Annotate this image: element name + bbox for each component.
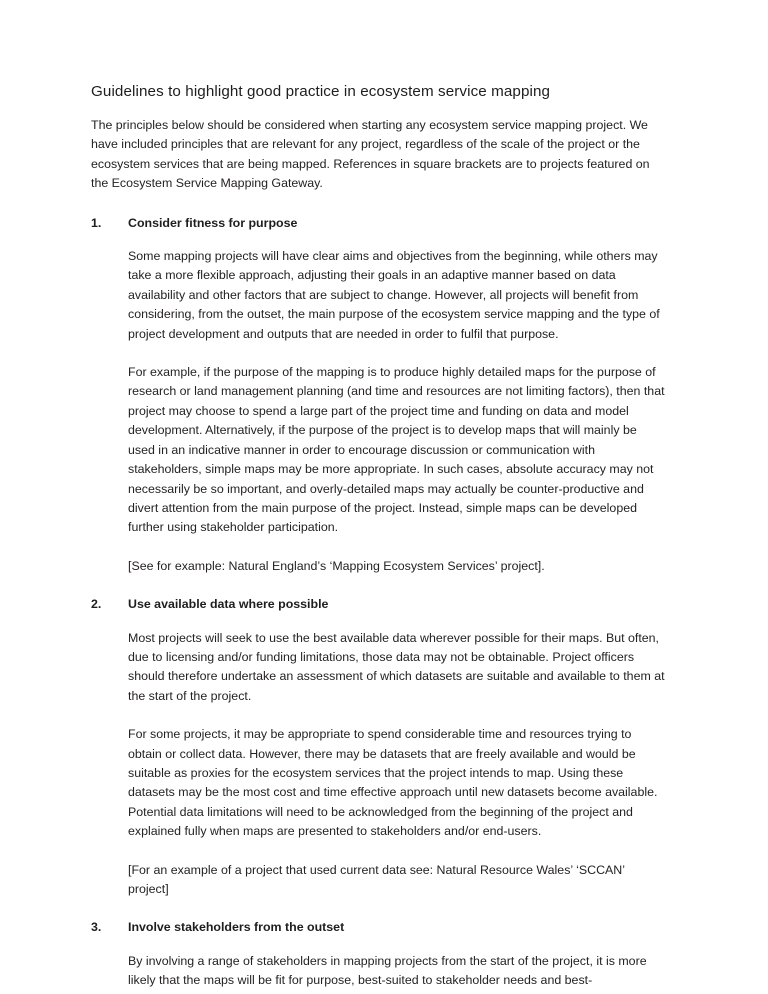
paragraph: For some projects, it may be appropriate to spend considerable time and resources trying to obtain or collect data. However, there may be datasets that are freely available and would be suitable as proxies for the ecosystem services that the project intends to map. Using these datasets may be the most cost and time effective approach until new datasets become available. Potential data limitations will need to be acknowledged from the beginning of the project and explained fully when maps are presented to stakeholders and/or end-users. — [128, 727, 658, 839]
section-spacer — [91, 899, 666, 918]
section-1-heading — [91, 214, 666, 233]
section-2-title: Use available data where possible — [128, 597, 329, 612]
reference-note: [For an example of a project that used current data see: Natural Resource Wales’ ‘SCCAN’ project] — [128, 862, 625, 896]
paragraph: Some mapping projects will have clear aims and objectives from the beginning, while others may take a more flexible approach, adjusting their goals in an adaptive manner based on data availability and other factors that are subject to change. However, all projects will benefit from considering, from the outset, the main purpose of the ecosystem service mapping and the type of project development and outputs that are needed in order to fulfil that purpose. — [128, 249, 660, 341]
page-title: Guidelines to highlight good practice in ecosystem service mapping — [91, 83, 551, 100]
section-3-number: 3. — [91, 920, 102, 935]
section-1 — [91, 214, 666, 577]
section-3 — [91, 918, 666, 990]
paragraph: For example, if the purpose of the mapping is to produce highly detailed maps for the purpose of research or land management planning (and time and resources are not limiting factors), then that project may choose to spend a large part of the project time and funding on data and model development. Alternatively, if the purpose of the project is to develop maps that will mainly be used in an indicative manner in order to encourage discussion or communication with stakeholders, simple maps may be more appropriate. In such cases, absolute accuracy may not necessarily be so important, and overly-detailed maps may actually be counter-productive and divert attention from the main purpose of the project. Instead, simple maps can be developed further using stakeholder participation. — [128, 365, 665, 535]
section-3-heading — [91, 918, 666, 937]
section-3-body — [128, 952, 666, 991]
reference-note: [See for example: Natural England’s ‘Mapping Ecosystem Services’ project]. — [128, 558, 545, 573]
section-2 — [91, 595, 666, 899]
section-2-body — [128, 629, 666, 900]
section-1-body — [128, 247, 666, 576]
paragraph: Most projects will seek to use the best available data wherever possible for their maps. But often, due to licensing and/or funding limitations, those data may not be obtainable. Project officers should therefore undertake an assessment of which datasets are suitable and available to them at the start of the project. — [128, 630, 665, 703]
section-3-title: Involve stakeholders from the outset — [128, 920, 345, 935]
section-1-number: 1. — [91, 215, 102, 230]
paragraph: By involving a range of stakeholders in mapping projects from the start of the project, it is more likely that the maps will be fit for purpose, best-suited to stakeholder needs and best- — [128, 953, 647, 988]
section-1-title: Consider fitness for purpose — [128, 215, 298, 230]
intro-paragraph: The principles below should be considered when starting any ecosystem service mapping project. We have included principles that are relevant for any project, regardless of the scale of the project or the ecosystem services that are being mapped. References in square brackets are to projects featured on the Ecosystem Service Mapping Gateway. — [91, 118, 650, 191]
section-2-heading — [91, 595, 666, 614]
section-spacer — [91, 576, 666, 595]
section-2-number: 2. — [91, 597, 102, 612]
